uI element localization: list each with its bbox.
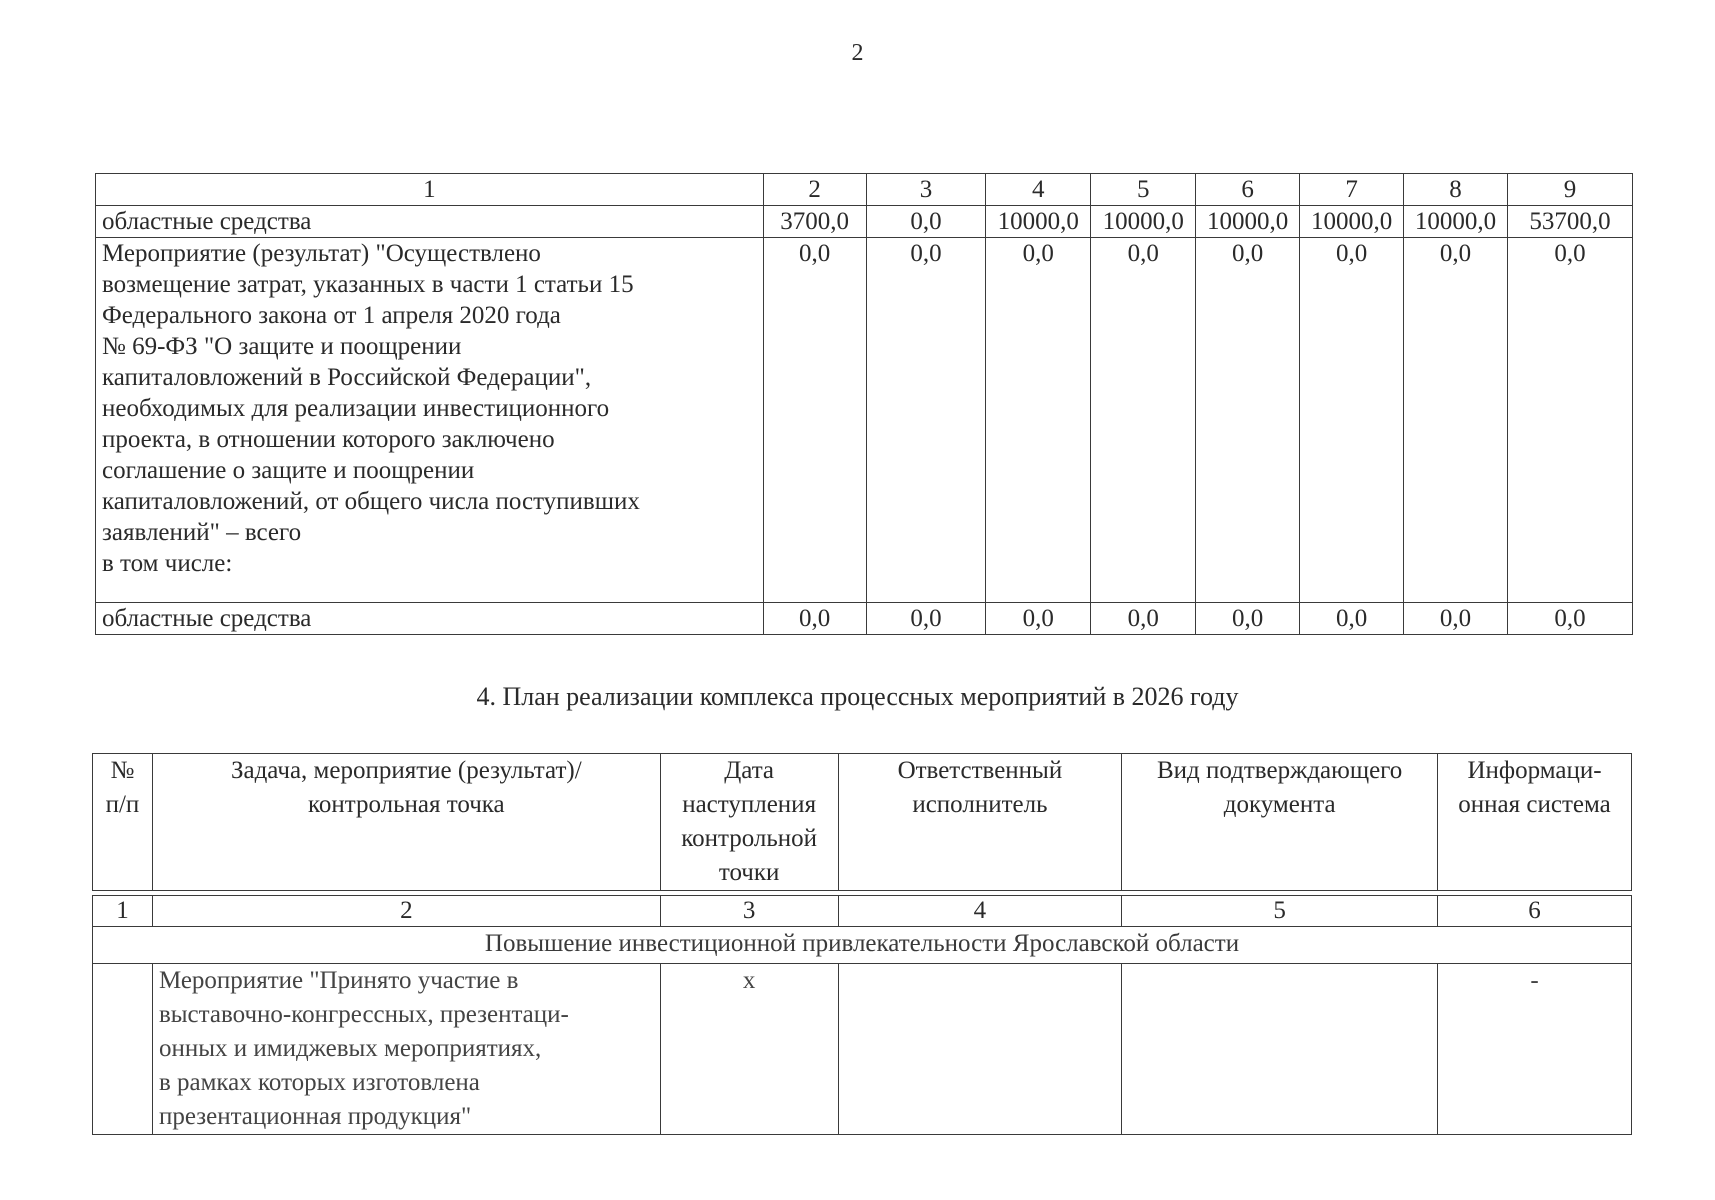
header-line: Дата [724,757,775,784]
header-cell: 7 [1300,174,1404,206]
financing-header-row [96,174,1633,206]
value-cell: 10000,0 [1091,206,1196,238]
value-cell: 0,0 [866,206,986,238]
value-cell: 0,0 [866,603,986,635]
header-line: Вид подтверждающего [1156,757,1403,784]
header-date [660,754,838,891]
text-line: Федерального закона от 1 апреля 2020 года [102,302,561,329]
event-number [93,964,153,1135]
text-line: в том числе: [102,550,233,577]
header-info-system [1438,754,1632,891]
header-line: Задача, мероприятие (результат)/ [230,757,582,784]
table-row [96,206,1633,238]
header-line: наступления [682,791,817,818]
value-cell: 0,0 [1196,238,1300,603]
header-cell: 8 [1404,174,1508,206]
event-name [152,964,660,1135]
value-cell: 0,0 [1300,603,1404,635]
row-label: областные средства [96,603,764,635]
value-cell: 0,0 [763,238,866,603]
header-task [152,754,660,891]
column-number: 5 [1122,896,1438,927]
text-line: необходимых для реализации инвестиционного [102,395,610,422]
row-label: областные средства [96,206,764,238]
header-line: исполнитель [912,791,1048,818]
column-number-row [93,896,1632,927]
header-line: п/п [105,791,140,818]
header-cell: 1 [96,174,764,206]
column-number: 1 [93,896,153,927]
text-line: Мероприятие (результат) "Осуществлено [102,240,541,267]
value-cell: 0,0 [986,603,1091,635]
value-cell: 0,0 [1091,603,1196,635]
value-cell: 0,0 [1508,238,1633,603]
header-line: точки [718,859,780,886]
value-cell: 0,0 [763,603,866,635]
value-cell: 0,0 [1300,238,1404,603]
column-number: 2 [152,896,660,927]
header-cell: 9 [1508,174,1633,206]
header-line: онная система [1458,791,1611,818]
financing-table [95,173,1633,635]
text-line: онных и имиджевых мероприятиях, [158,1035,542,1062]
value-cell: 0,0 [1196,603,1300,635]
text-line: проекта, в отношении которого заключено [102,426,555,453]
header-document [1122,754,1438,891]
text-line: в рамках которых изготовлена [158,1069,480,1096]
column-number: 4 [838,896,1122,927]
value-cell: 0,0 [1508,603,1633,635]
value-cell: 10000,0 [1196,206,1300,238]
value-cell: 0,0 [1404,603,1508,635]
event-info-system: - [1438,964,1632,1135]
text-line: презентационная продукция" [158,1103,472,1130]
text-line: капиталовложений в Российской Федерации", [102,364,592,391]
value-cell: 0,0 [866,238,986,603]
event-date: х [660,964,838,1135]
value-cell: 53700,0 [1508,206,1633,238]
table-row [96,603,1633,635]
text-line: Мероприятие "Принято участие в [158,967,519,994]
event-description [96,238,764,603]
value-cell: 10000,0 [1300,206,1404,238]
header-cell: 3 [866,174,986,206]
value-cell: 10000,0 [1404,206,1508,238]
section-row [93,927,1632,964]
value-cell: 0,0 [986,238,1091,603]
column-number: 6 [1438,896,1632,927]
header-cell: 2 [763,174,866,206]
plan-header-row [93,754,1632,891]
header-line: контрольная точка [307,791,505,818]
value-cell: 3700,0 [763,206,866,238]
header-number [93,754,153,891]
header-line: документа [1223,791,1336,818]
event-document [1122,964,1438,1135]
header-line: Информаци- [1467,757,1602,784]
text-line: капиталовложений, от общего числа поступивших [102,488,640,515]
column-number: 3 [660,896,838,927]
header-cell: 5 [1091,174,1196,206]
value-cell: 0,0 [1404,238,1508,603]
header-cell: 4 [986,174,1091,206]
section-heading: Повышение инвестиционной привлекательности Ярославской области [93,927,1632,964]
value-cell: 0,0 [1091,238,1196,603]
value-cell: 10000,0 [986,206,1091,238]
text-line: заявлений" – всего [102,519,302,546]
text-line: возмещение затрат, указанных в части 1 статьи 15 [102,271,634,298]
event-responsible [838,964,1122,1135]
plan-table [92,753,1632,1135]
table-row [96,238,1633,603]
header-line: Ответственный [897,757,1063,784]
header-line: контрольной [681,825,818,852]
table-row [93,964,1632,1135]
text-line: выставочно-конгрессных, презентаци- [158,1001,569,1028]
page-number: 2 [851,40,864,66]
header-cell: 6 [1196,174,1300,206]
section-title: 4. План реализации комплекса процессных мероприятий в 2026 году [476,682,1239,711]
text-line: соглашение о защите и поощрении [102,457,475,484]
text-line: № 69-ФЗ "О защите и поощрении [102,333,462,360]
header-responsible [838,754,1122,891]
header-line: № [110,757,135,784]
